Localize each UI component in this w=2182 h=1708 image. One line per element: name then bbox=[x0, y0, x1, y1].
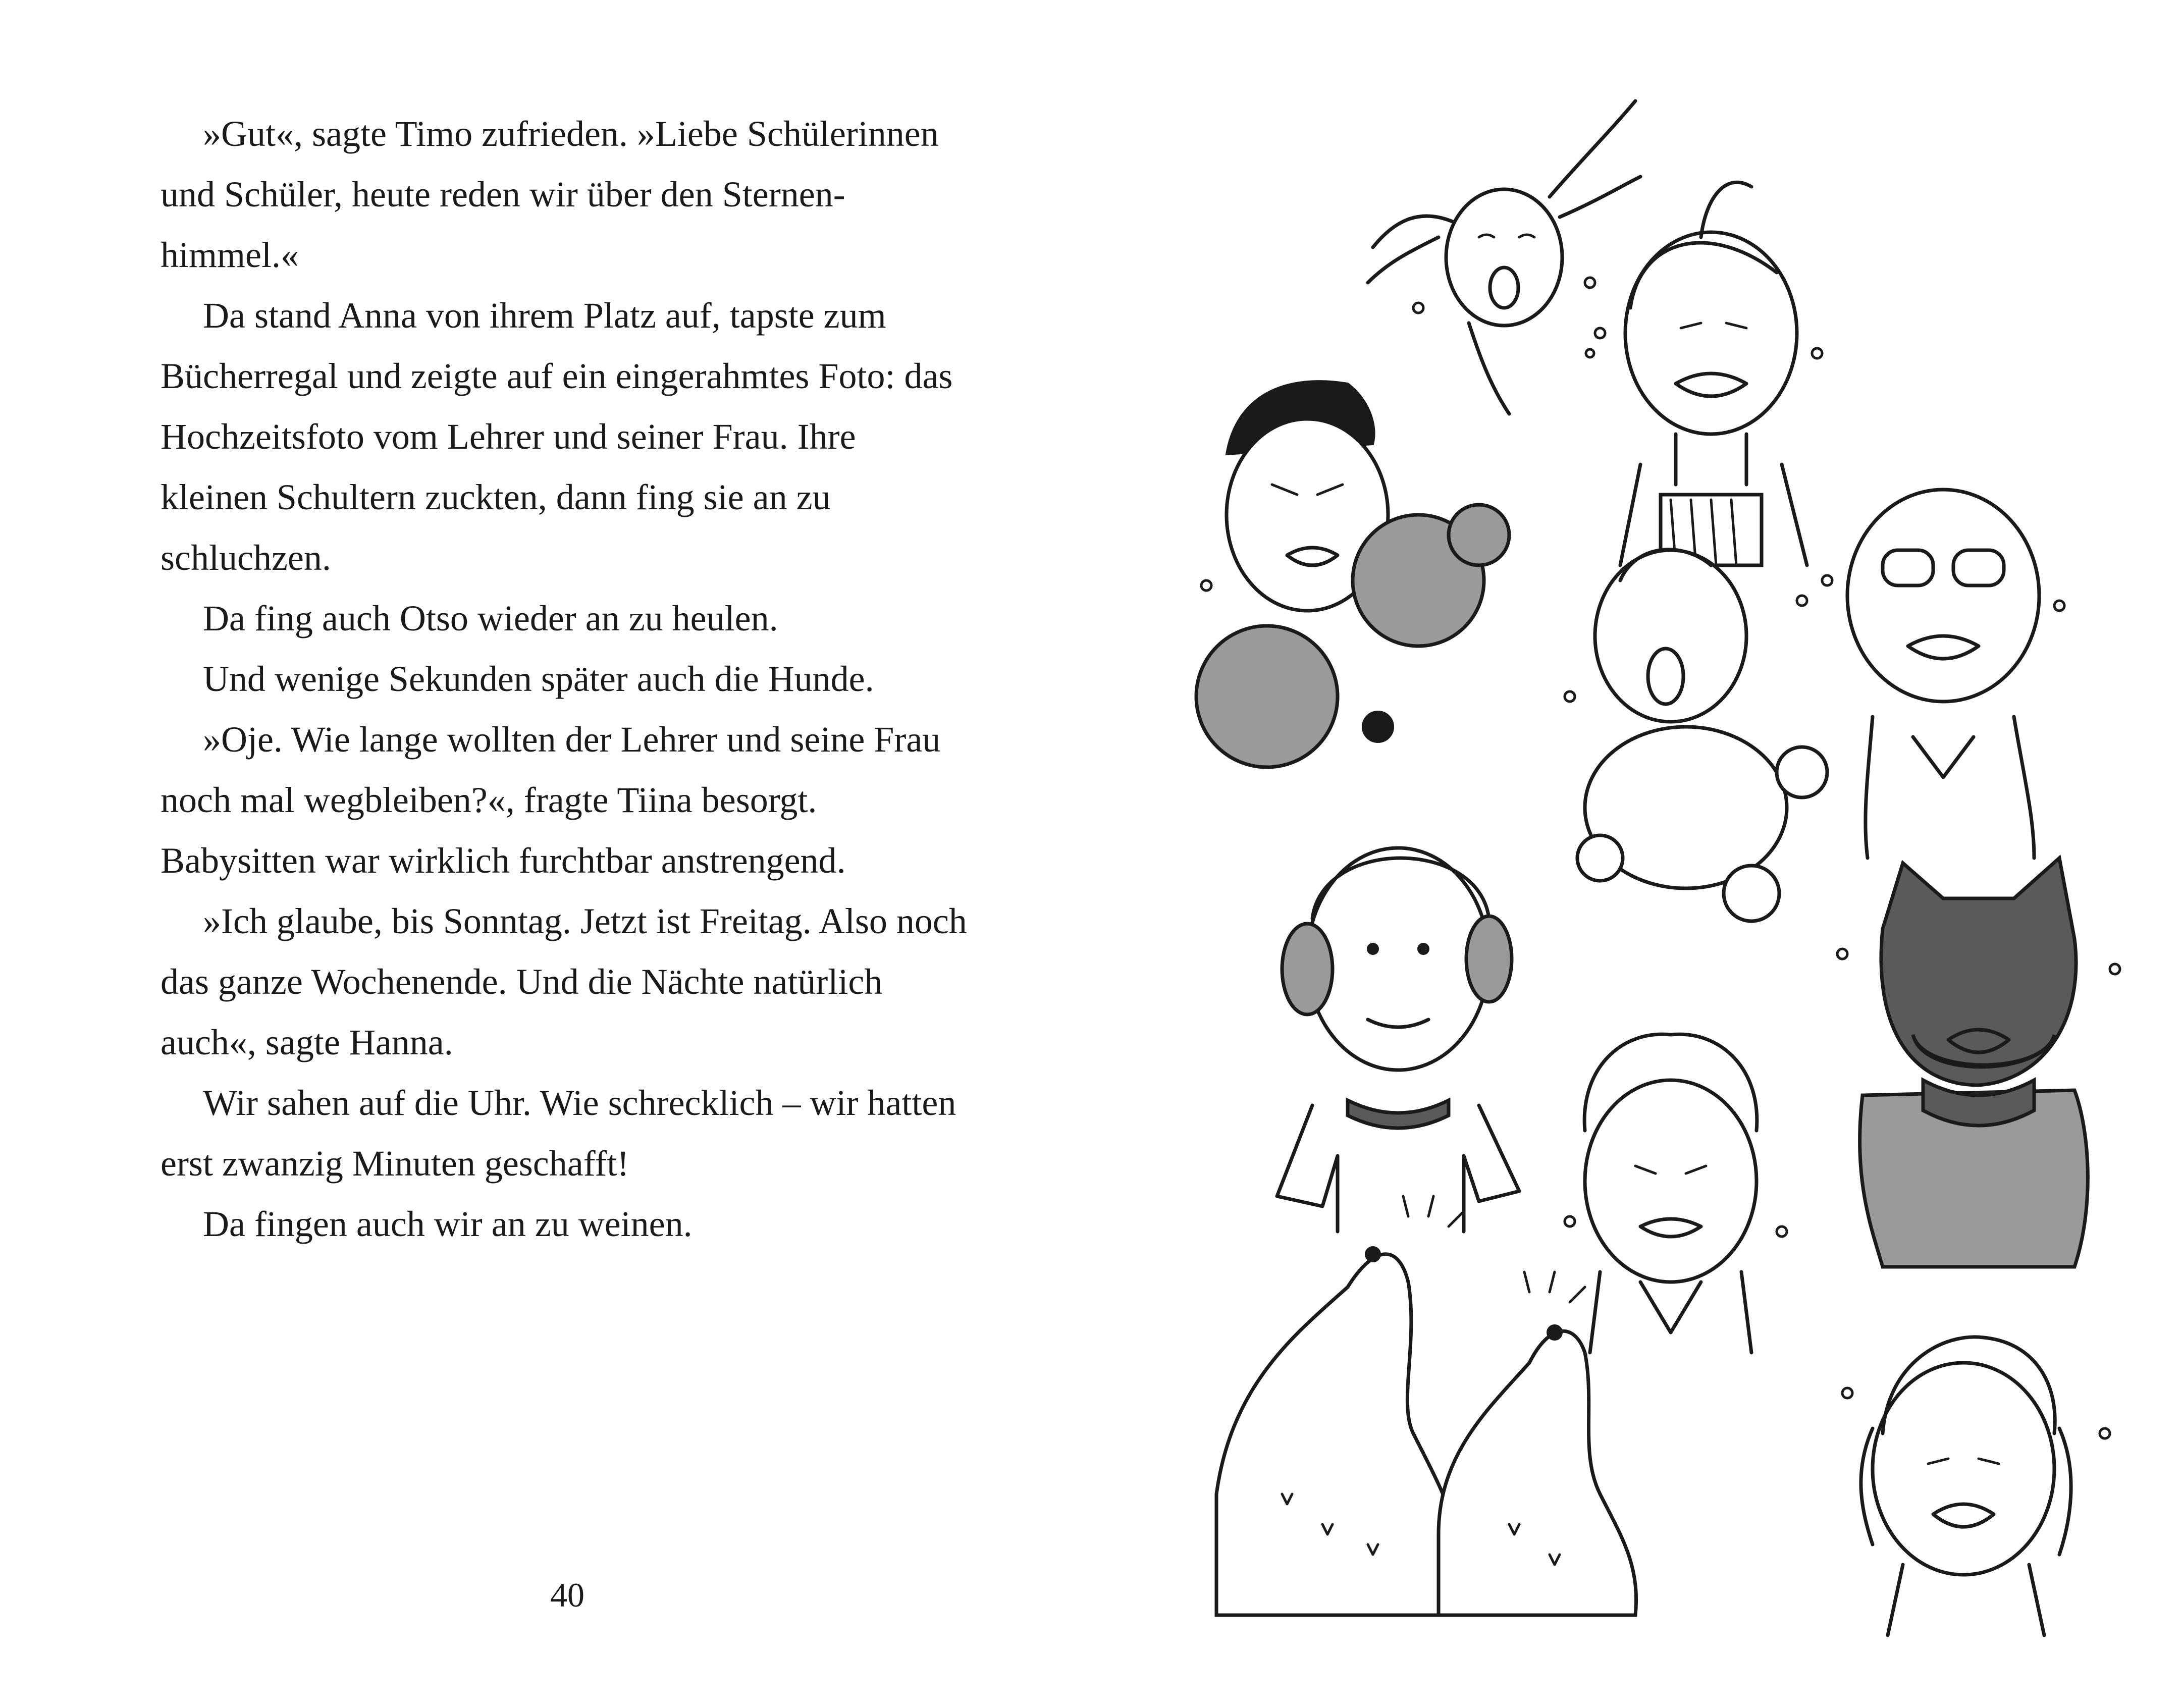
paragraph: »Ich glaube, bis Sonntag. Jetzt ist Freitag. Also noch das ganze Wochenende. Und die Nächte natürlich auch«, sagte Hanna. bbox=[161, 901, 967, 1062]
page-number: 40 bbox=[550, 1576, 584, 1614]
paragraph: Da stand Anna von ihrem Platz auf, tapste zum Bücherregal und zeigte auf ein eingerahmtes Foto: das Hochzeitsfoto vom Lehrer und seiner Frau. Ihre kleinen Schultern zuckten, dann fing sie an zu schluchzen. bbox=[161, 295, 953, 578]
left-page-text bbox=[161, 103, 968, 1254]
girl-pigtails-figure bbox=[1368, 101, 1640, 414]
pigtails-girl-bottom-figure bbox=[1842, 1337, 2110, 1635]
paragraph: »Oje. Wie lange wollten der Lehrer und seine Frau noch mal wegbleiben?«, fragte Tiina besorgt. Babysitten war wirklich furchtbar anstrengend. bbox=[161, 719, 941, 881]
baby-figure bbox=[1565, 550, 1827, 921]
girl-ponytail-figure bbox=[1586, 182, 1822, 565]
paragraph: Und wenige Sekunden später auch die Hunde. bbox=[203, 659, 874, 699]
paragraph: Da fing auch Otso wieder an zu heulen. bbox=[203, 598, 778, 638]
crying-children-illustration-icon bbox=[1156, 71, 2160, 1676]
headphones-boy-figure bbox=[1277, 848, 1519, 1232]
paragraph: »Gut«, sagte Timo zufrieden. »Liebe Schülerinnen und Schüler, heute reden wir über den Sternenhimmel.« bbox=[161, 114, 939, 275]
masked-child-figure bbox=[1837, 858, 2120, 1267]
paragraph: Wir sahen auf die Uhr. Wie schrecklich – wir hatten erst zwanzig Minuten geschafft! bbox=[161, 1083, 956, 1184]
curly-child-figure bbox=[1565, 1034, 1787, 1353]
howling-dogs-figure bbox=[1216, 1196, 1636, 1615]
paragraph: Da fingen auch wir an zu weinen. bbox=[203, 1204, 693, 1244]
boxer-boy-figure bbox=[1196, 381, 1509, 767]
glasses-boy-figure bbox=[1822, 490, 2064, 858]
